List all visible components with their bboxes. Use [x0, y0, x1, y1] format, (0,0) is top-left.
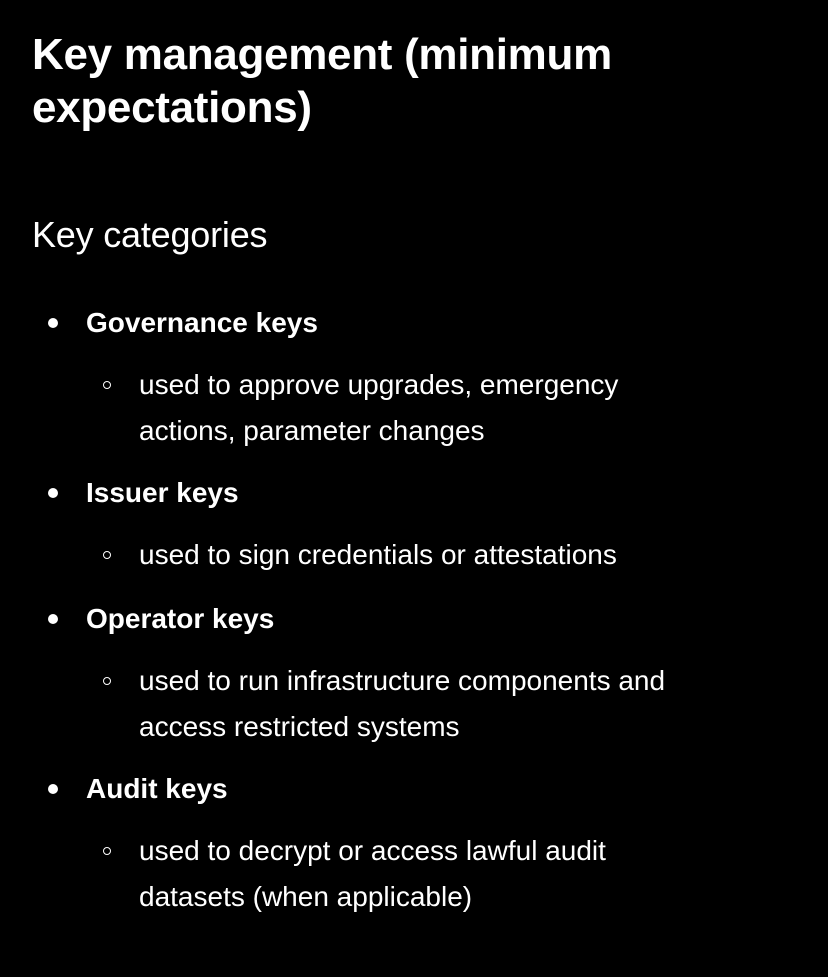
page-title: Key management (minimum expectations)	[32, 30, 612, 132]
description-line: used to decrypt or access lawful audit	[139, 835, 606, 866]
bullet-icon	[48, 614, 58, 624]
key-category-audit-description	[139, 828, 779, 920]
key-category-governance: Governance keys	[86, 307, 318, 338]
key-category-audit: Audit keys	[86, 773, 228, 804]
section-heading: Key categories	[32, 214, 268, 255]
sub-bullet-icon	[103, 677, 111, 685]
key-category-issuer: Issuer keys	[86, 477, 239, 508]
sub-bullet-icon	[103, 847, 111, 855]
bullet-icon	[48, 784, 58, 794]
description-line: actions, parameter changes	[139, 415, 485, 446]
bullet-icon	[48, 488, 58, 498]
description-line: access restricted systems	[139, 711, 460, 742]
key-category-issuer-description	[139, 532, 779, 578]
key-category-operator-description	[139, 658, 779, 750]
key-category-operator: Operator keys	[86, 603, 275, 634]
sub-bullet-icon	[103, 381, 111, 389]
description-line: used to sign credentials or attestations	[139, 539, 617, 570]
description-line: used to approve upgrades, emergency	[139, 369, 619, 400]
description-line: used to run infrastructure components and	[139, 665, 666, 696]
description-line: datasets (when applicable)	[139, 881, 473, 912]
key-category-governance-description	[139, 362, 779, 454]
sub-bullet-icon	[103, 551, 111, 559]
bullet-icon	[48, 318, 58, 328]
